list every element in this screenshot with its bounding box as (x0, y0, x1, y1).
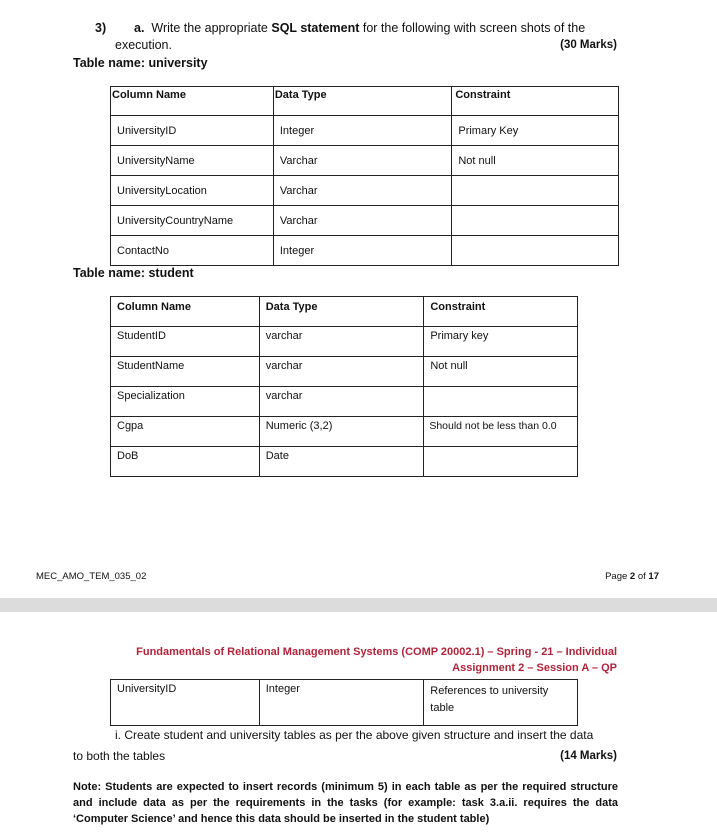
header-cell: Column Name (111, 87, 274, 116)
header-cell: Data Type (273, 87, 452, 116)
footer-page-number (605, 571, 659, 582)
header-cell: Data Type (259, 297, 424, 327)
table-cell: Primary key (424, 327, 578, 357)
table-row (111, 146, 619, 176)
question-text-bold: SQL statement (271, 21, 360, 35)
table-cell: Numeric (3,2) (259, 417, 424, 447)
table-cell: UniversityCountryName (111, 206, 274, 236)
table-cell: DoB (111, 447, 260, 477)
table-row (111, 176, 619, 206)
course-header (117, 644, 617, 676)
header-cell: Constraint (452, 87, 619, 116)
question-marks: (30 Marks) (560, 39, 617, 51)
page-separator (0, 598, 717, 612)
table-cell (424, 680, 578, 726)
table-cell: Varchar (273, 206, 452, 236)
table-cell: Not null (424, 357, 578, 387)
table-row (111, 357, 578, 387)
page-of: of (635, 571, 649, 582)
table-cell: Should not be less than 0.0 (424, 417, 578, 447)
table-cell: Not null (452, 146, 619, 176)
table-cell (424, 447, 578, 477)
table-cell: UniversityLocation (111, 176, 274, 206)
table-cell: varchar (259, 327, 424, 357)
table-row (111, 116, 619, 146)
page-prefix: Page (605, 571, 630, 582)
question-number: 3) (95, 21, 107, 35)
task-marks: (14 Marks) (560, 750, 617, 762)
table-cell: Integer (273, 116, 452, 146)
page-total: 17 (648, 571, 659, 582)
task-text-line1: i. Create student and university tables as per the above given structure and insert the data (115, 728, 594, 742)
note-text: Note: Students are expected to insert records (minimum 5) in each table as per the required structure and include data as per the requirements in the tasks (for example: task 3.a.ii. requires the data ‘Computer Science’ and hence this data should be inserted in the student table) (73, 781, 618, 825)
table-cell: ContactNo (111, 236, 274, 266)
table-cell: UniversityName (111, 146, 274, 176)
table-cell: Integer (259, 680, 424, 726)
table-header-row (111, 297, 578, 327)
page-current: 2 (629, 571, 636, 582)
continued-student-table (110, 679, 578, 726)
table-cell (452, 176, 619, 206)
table-row (111, 236, 619, 266)
table-cell: Varchar (273, 176, 452, 206)
table-row (111, 417, 578, 447)
table-cell (452, 206, 619, 236)
student-table-title: Table name: student (73, 266, 194, 280)
question-text (134, 21, 624, 35)
table-cell: UniversityID (111, 680, 260, 726)
header-cell: Column Name (111, 297, 260, 327)
table-cell (452, 236, 619, 266)
table-cell: varchar (259, 357, 424, 387)
document-page-3 (0, 612, 717, 836)
question-text-line2: execution. (115, 38, 172, 52)
footer-doc-code: MEC_AMO_TEM_035_02 (36, 571, 147, 582)
table-cell: UniversityID (111, 116, 274, 146)
table-row (111, 387, 578, 417)
table-row (111, 206, 619, 236)
table-cell: StudentName (111, 357, 260, 387)
question-text-before: Write the appropriate (151, 21, 272, 35)
university-table (110, 86, 619, 266)
table-cell: Specialization (111, 387, 260, 417)
table-header-row (111, 87, 619, 116)
course-header-line1: Fundamentals of Relational Management Systems (COMP 20002.1) – Spring - 21 – Individual (136, 646, 617, 658)
table-cell: Integer (273, 236, 452, 266)
table-row (111, 327, 578, 357)
question-text-after: for the following with screen shots of the (359, 21, 586, 35)
header-cell: Constraint (424, 297, 578, 327)
table-cell (424, 387, 578, 417)
table-cell: varchar (259, 387, 424, 417)
university-table-title: Table name: university (73, 56, 208, 70)
table-cell: Date (259, 447, 424, 477)
table-cell: Varchar (273, 146, 452, 176)
table-row (111, 447, 578, 477)
table-cell: Cgpa (111, 417, 260, 447)
cell-line: table (430, 702, 455, 714)
cell-line: References to university (430, 685, 549, 697)
student-table (110, 296, 578, 477)
task-text-line2: to both the tables (73, 749, 166, 763)
course-header-line2: Assignment 2 – Session A – QP (452, 662, 617, 674)
question-part-label: a. (134, 21, 145, 35)
table-cell: StudentID (111, 327, 260, 357)
table-row (111, 680, 578, 726)
table-cell: Primary Key (452, 116, 619, 146)
